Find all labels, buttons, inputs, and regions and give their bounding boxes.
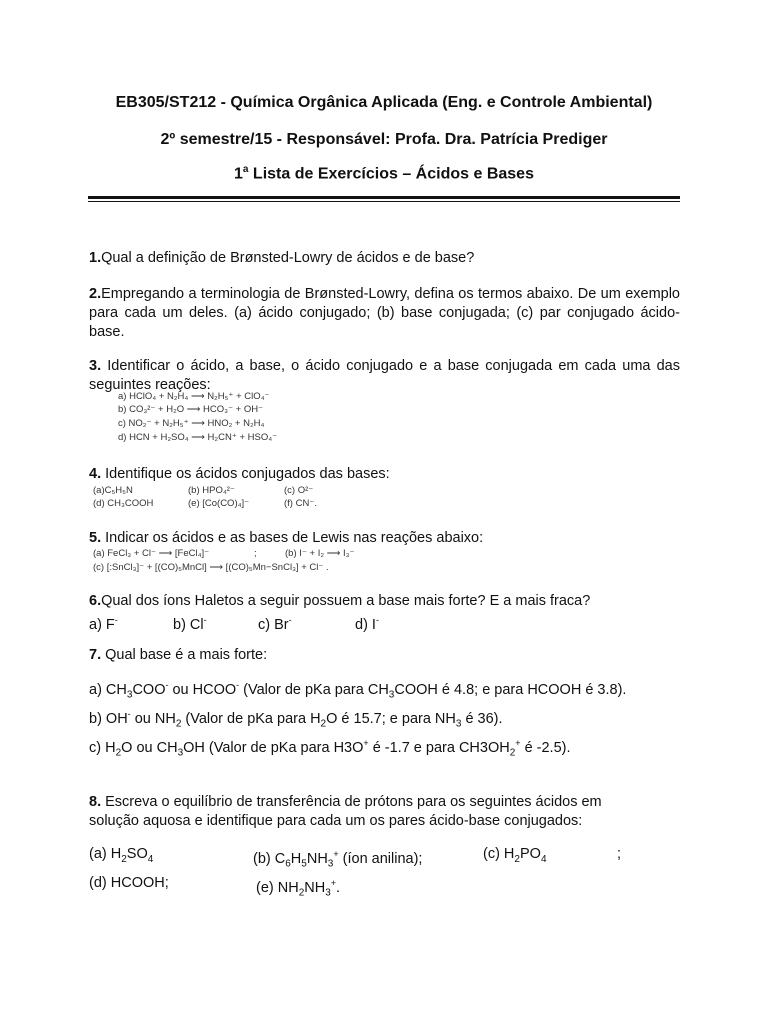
reaction-a: a) HClO₄ + N₂H₄ ⟶ N₂H₅⁺ + ClO₄⁻ <box>118 391 270 402</box>
question-4: 4. Identifique os ácidos conjugados das bases: <box>89 466 390 482</box>
header-semester-line: 2º semestre/15 - Responsável: Profa. Dra. Patrícia Prediger <box>160 131 608 148</box>
halide-option-b: b) Cl- <box>173 615 207 633</box>
base-item-e: (e) [Co(CO)₄]⁻ <box>188 498 250 509</box>
acid-item-b: (b) $C_6H_5NH_3^+$ (íon anilina); <box>253 849 423 870</box>
question-2: 2.Empregando a terminologia de Brønsted-Lowry, defina os termos abaixo. De um exemplo para cada um deles. (a) ácido conjugado; (b) base conjugada; (c) par conjugado ácido-base. <box>89 286 680 340</box>
lewis-reaction-b: (b) I⁻ + I₂ ⟶ I₃⁻ <box>285 548 355 559</box>
base-item-c: (c) O²⁻ <box>284 485 314 496</box>
lewis-separator: ; <box>254 548 257 559</box>
question-6: 6.Qual dos íons Haletos a seguir possuem a base mais forte? E a mais fraca? <box>89 593 591 609</box>
acid-item-e: (e) $NH_2NH_3^+$. <box>256 878 341 899</box>
header-list-title: 1$^a$ Lista de Exercícios – Ácidos e Bases <box>234 164 534 183</box>
reaction-d: d) HCN + H₂SO₄ ⟶ H₂CN⁺ + HSO₄⁻ <box>118 432 278 443</box>
question-7b: b) OH- ou $NH_2$ (Valor de pKa para $H_2O$ é 15.7; e para $NH_3$ é 36). <box>89 709 503 730</box>
base-item-f: (f) CN⁻. <box>284 498 317 509</box>
base-item-a: (a)C₅H₅N <box>93 485 133 496</box>
halide-option-c: c) Br- <box>258 615 292 633</box>
question-5: 5. Indicar os ácidos e as bases de Lewis nas reações abaixo: <box>89 530 484 546</box>
acid-item-c: (c) $H_2PO_4$ <box>483 846 547 865</box>
reaction-b: b) CO₃²⁻ + H₂O ⟶ HCO₃⁻ + OH⁻ <box>118 404 264 415</box>
acid-item-d: (d) HCOOH; <box>89 875 169 891</box>
reaction-c: c) NO₂⁻ + N₂H₅⁺ ⟶ HNO₂ + N₂H₄ <box>118 418 265 429</box>
halide-option-a: a) F- <box>89 615 118 633</box>
question-7a: a) $CH_3COO^-$ ou HCOO- (Valor de pKa para $CH_3COOH$ é 4.8; e para HCOOH é 3.8). <box>89 680 627 701</box>
question-1: 1.Qual a definição de Brønsted-Lowry de ácidos e de base? <box>89 250 475 266</box>
question-7: 7. Qual base é a mais forte: <box>89 647 268 663</box>
base-item-b: (b) HPO₄²⁻ <box>188 485 235 496</box>
question-8: 8. Escreva o equilíbrio de transferência de prótons para os seguintes ácidos em solução aquosa e identifique para cada um os pares ácido-base conjugados: <box>89 794 602 829</box>
lewis-reaction-a: (a) FeCl₃ + Cl⁻ ⟶ [FeCl₄]⁻ <box>93 548 210 559</box>
header-course-line: EB305/ST212 - Química Orgânica Aplicada (Eng. e Controle Ambiental) <box>115 94 653 111</box>
question-3: 3. Identificar o ácido, a base, o ácido conjugado e a base conjugada em cada uma das seguintes reações: <box>89 358 680 393</box>
halide-option-d: d) I- <box>355 615 379 633</box>
header-divider-thin <box>88 201 680 202</box>
header-divider-thick <box>88 196 680 199</box>
acid-item-c-separator: ; <box>617 846 622 862</box>
question-7c: c) $H_2O$ ou $CH_3OH$ (Valor de pKa para H3O+ é -1.7 e para $CH3OH_2^+$ é -2.5). <box>89 738 571 759</box>
lewis-reaction-c: (c) [:SnCl₃]⁻ + [(CO)₅MnCl] ⟶ [(CO)₅Mn−SnCl₃] + Cl⁻ . <box>93 562 329 573</box>
base-item-d: (d) CH₃COOH <box>93 498 154 509</box>
acid-item-a: (a) $H_2SO_4$ <box>89 846 154 865</box>
